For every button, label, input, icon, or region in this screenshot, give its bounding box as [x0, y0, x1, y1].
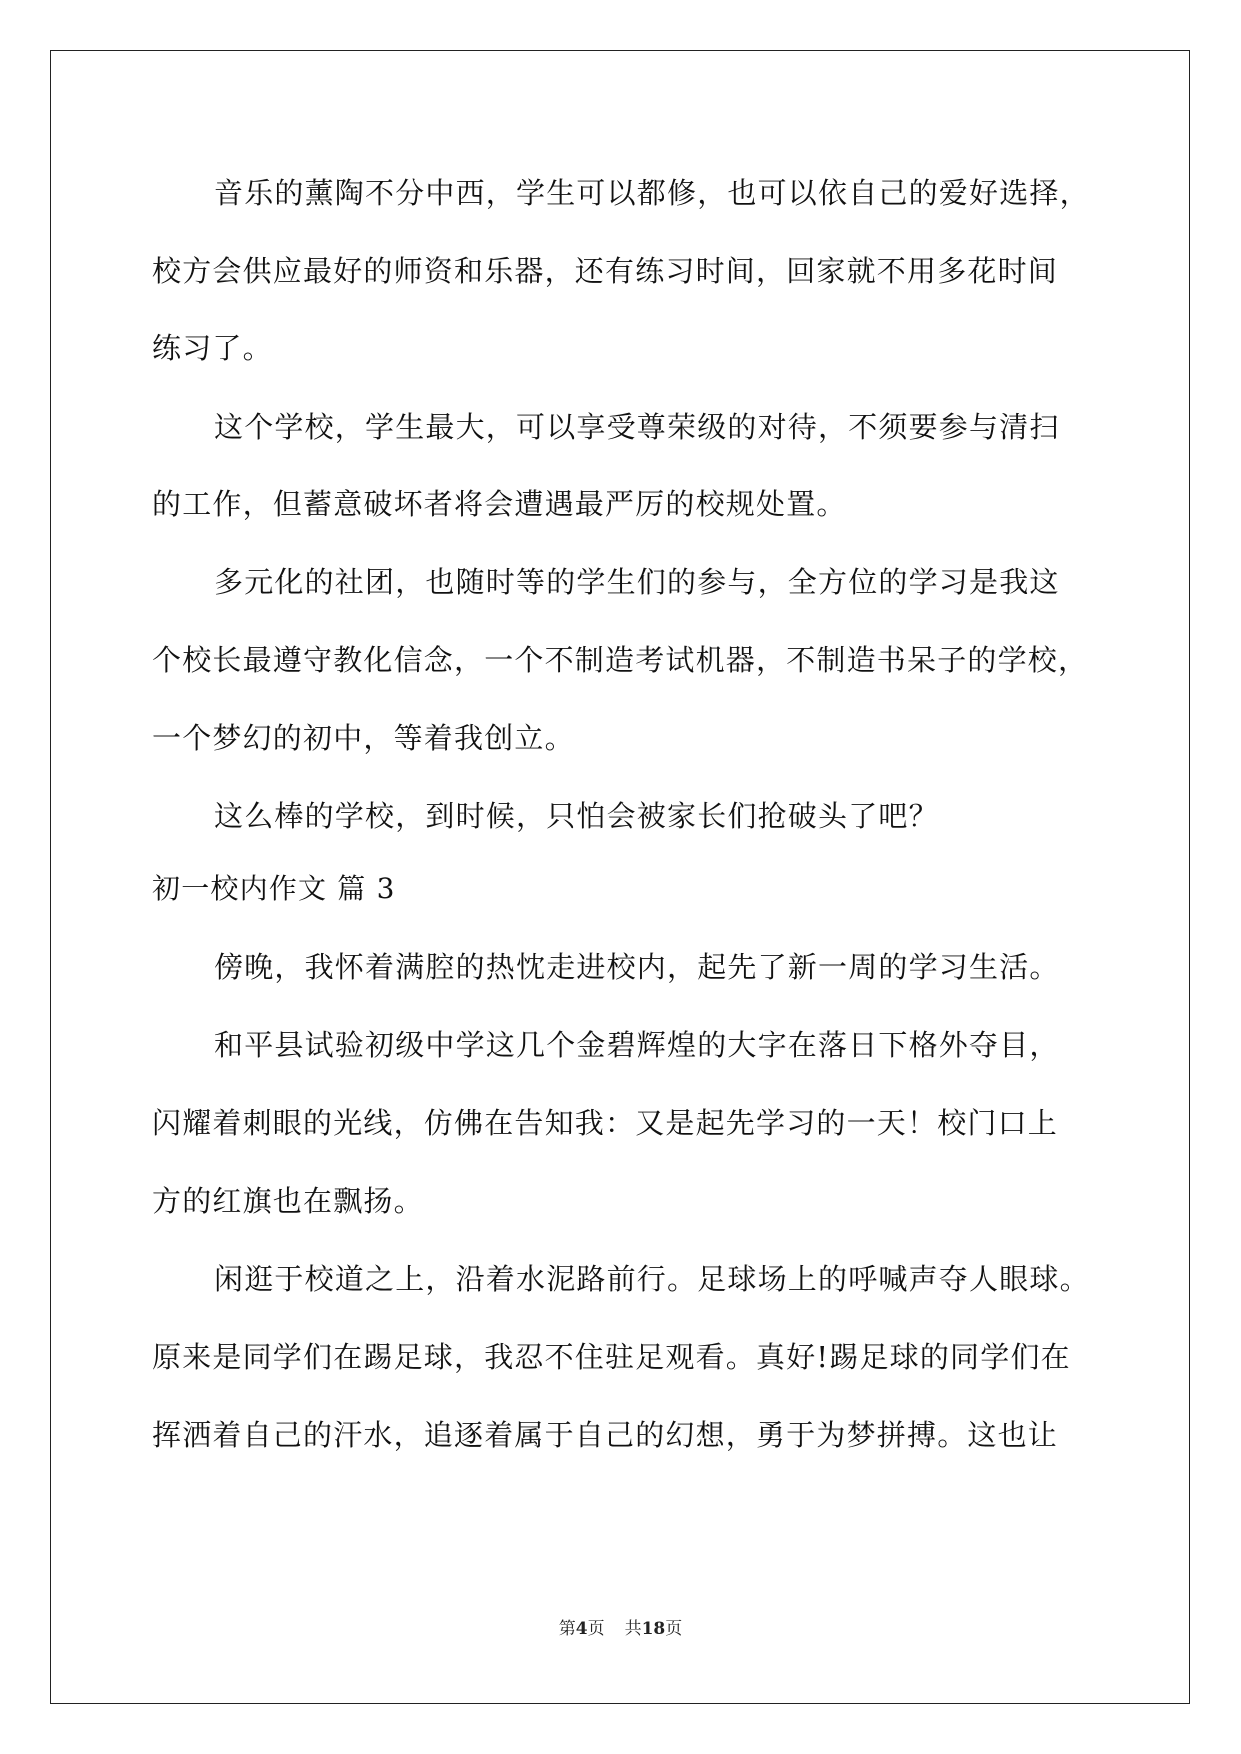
footer-page-suffix: 页	[587, 1619, 605, 1639]
text-line: 和平县试验初级中学这几个金碧辉煌的大字在落日下格外夺目，	[214, 1028, 1060, 1062]
text-line: 多元化的社团，也随时等的学生们的参与，全方位的学习是我这	[214, 565, 1060, 599]
text-line: 原来是同学们在踢足球，我忍不住驻足观看。真好!踢足球的同学们在	[152, 1340, 1071, 1374]
text-line: 闲逛于校道之上，沿着水泥路前行。足球场上的呼喊声夺人眼球。	[214, 1262, 1090, 1296]
footer-page-number: 4	[575, 1619, 588, 1639]
text-line: 这个学校，学生最大，可以享受尊荣级的对待，不须要参与清扫	[214, 410, 1060, 444]
text-line: 练习了。	[152, 331, 273, 365]
text-line: 这么棒的学校，到时候，只怕会被家长们抢破头了吧？	[214, 799, 939, 833]
section-heading: 初一校内作文 篇 3	[152, 872, 396, 905]
footer-total-suffix: 页	[665, 1619, 683, 1639]
text-line: 挥洒着自己的汗水，追逐着属于自己的幻想，勇于为梦拼搏。这也让	[152, 1418, 1059, 1452]
footer-total-pages: 18	[641, 1619, 666, 1639]
text-line: 个校长最遵守教化信念，一个不制造考试机器，不制造书呆子的学校，	[152, 643, 1089, 677]
text-line: 音乐的薰陶不分中西，学生可以都修，也可以依自己的爱好选择，	[214, 176, 1090, 210]
page-footer	[0, 1618, 1241, 1640]
footer-page-prefix: 第	[558, 1619, 576, 1639]
text-line: 傍晚，我怀着满腔的热忱走进校内，起先了新一周的学习生活。	[214, 950, 1060, 984]
text-line: 一个梦幻的初中，等着我创立。	[152, 721, 575, 755]
text-line: 的工作，但蓄意破坏者将会遭遇最严厉的校规处置。	[152, 487, 847, 521]
text-line: 方的红旗也在飘扬。	[152, 1184, 424, 1218]
text-line: 闪耀着刺眼的光线，仿佛在告知我：又是起先学习的一天！校门口上	[152, 1106, 1059, 1140]
text-line: 校方会供应最好的师资和乐器，还有练习时间，回家就不用多花时间	[152, 254, 1059, 288]
footer-total-prefix: 共	[624, 1619, 642, 1639]
